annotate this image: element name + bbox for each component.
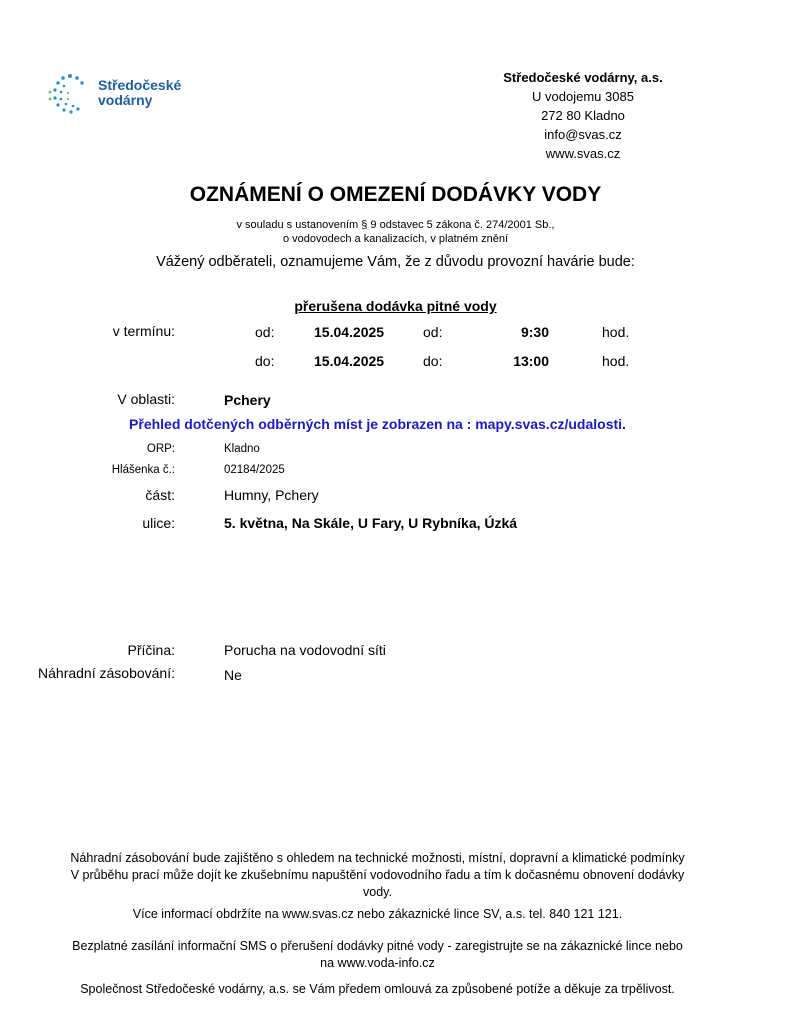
area-value: Pchery <box>224 392 271 408</box>
overview-link[interactable]: Přehled dotčených odběrných míst je zobrazen na : mapy.svas.cz/udalosti. <box>129 416 626 432</box>
interruption-heading: přerušena dodávka pitné vody <box>294 298 497 314</box>
replacement-value: Ne <box>224 667 242 683</box>
footer-line2: V průběhu prací může dojít ke zkušebnímu napuštění vodovodního řadu a tím k dočasnému obnovení dodávky <box>70 868 685 882</box>
to-label: do: <box>255 353 275 369</box>
orp-label: ORP: <box>146 443 175 455</box>
cause-value: Porucha na vodovodní síti <box>224 642 386 658</box>
company-email[interactable]: info@svas.cz <box>544 127 622 142</box>
street-value: 5. května, Na Skále, U Fary, U Rybníka, Úzká <box>224 515 518 531</box>
cause-label: Příčina: <box>127 642 175 658</box>
footer-sms-line1: Bezplatné zasílání informační SMS o přerušení dodávky pitné vody - zaregistrujte se na zákaznické lince nebo <box>72 939 683 953</box>
legal-line2: o vodovodech a kanalizacích, v platném znění <box>282 233 509 245</box>
from-time: 9:30 <box>520 324 549 340</box>
company-name: Středočeské vodárny, a.s. <box>503 70 663 85</box>
legal-notice <box>0 218 791 246</box>
street-label: ulice: <box>142 515 175 531</box>
legal-line1: v souladu s ustanovením § 9 odstavec 5 zákona č. 274/2001 Sb., <box>236 219 555 231</box>
report-value: 02184/2025 <box>224 464 285 476</box>
area-label: V oblasti: <box>117 391 175 407</box>
to-time-label: do: <box>423 353 443 369</box>
footer-line3: vody. <box>363 885 392 899</box>
dotted-circle-logo-icon <box>46 72 94 116</box>
from-label: od: <box>255 324 275 340</box>
to-date: 15.04.2025 <box>314 353 385 369</box>
footer-notice <box>20 850 735 901</box>
term-label: v termínu: <box>112 323 175 339</box>
to-unit: hod. <box>602 353 630 369</box>
logo-line1: Středočeské <box>98 77 182 93</box>
report-label: Hlášenka č.: <box>111 464 175 476</box>
logo-line2: vodárny <box>98 92 153 108</box>
footer-sms-line2: na www.voda-info.cz <box>320 956 435 970</box>
footer-line1: Náhradní zásobování bude zajištěno s ohledem na technické možnosti, místní, dopravní a klimatické podmínky <box>70 851 685 865</box>
company-web[interactable]: www.svas.cz <box>545 146 621 161</box>
part-value: Humny, Pchery <box>224 487 319 503</box>
footer-sms <box>20 938 735 972</box>
from-date: 15.04.2025 <box>314 324 385 340</box>
orp-value: Kladno <box>224 443 260 455</box>
from-time-label: od: <box>423 324 443 340</box>
page-title: OZNÁMENÍ O OMEZENÍ DODÁVKY VODY <box>189 183 602 206</box>
company-city: 272 80 Kladno <box>541 108 625 123</box>
logo-text <box>98 78 181 108</box>
part-label: část: <box>145 487 175 503</box>
footer-info: Více informací obdržíte na www.svas.cz nebo zákaznické lince SV, a.s. tel. 840 121 121. <box>132 907 623 921</box>
company-address <box>453 68 713 163</box>
footer-apology: Společnost Středočeské vodárny, a.s. se Vám předem omlouvá za způsobené potíže a děkuje za trpělivost. <box>80 982 675 996</box>
replacement-label: Náhradní zásobování: <box>38 665 175 681</box>
to-time: 13:00 <box>513 353 549 369</box>
from-unit: hod. <box>602 324 630 340</box>
greeting: Vážený odběrateli, oznamujeme Vám, že z důvodu provozní havárie bude: <box>156 254 635 270</box>
company-street: U vodojemu 3085 <box>532 89 634 104</box>
